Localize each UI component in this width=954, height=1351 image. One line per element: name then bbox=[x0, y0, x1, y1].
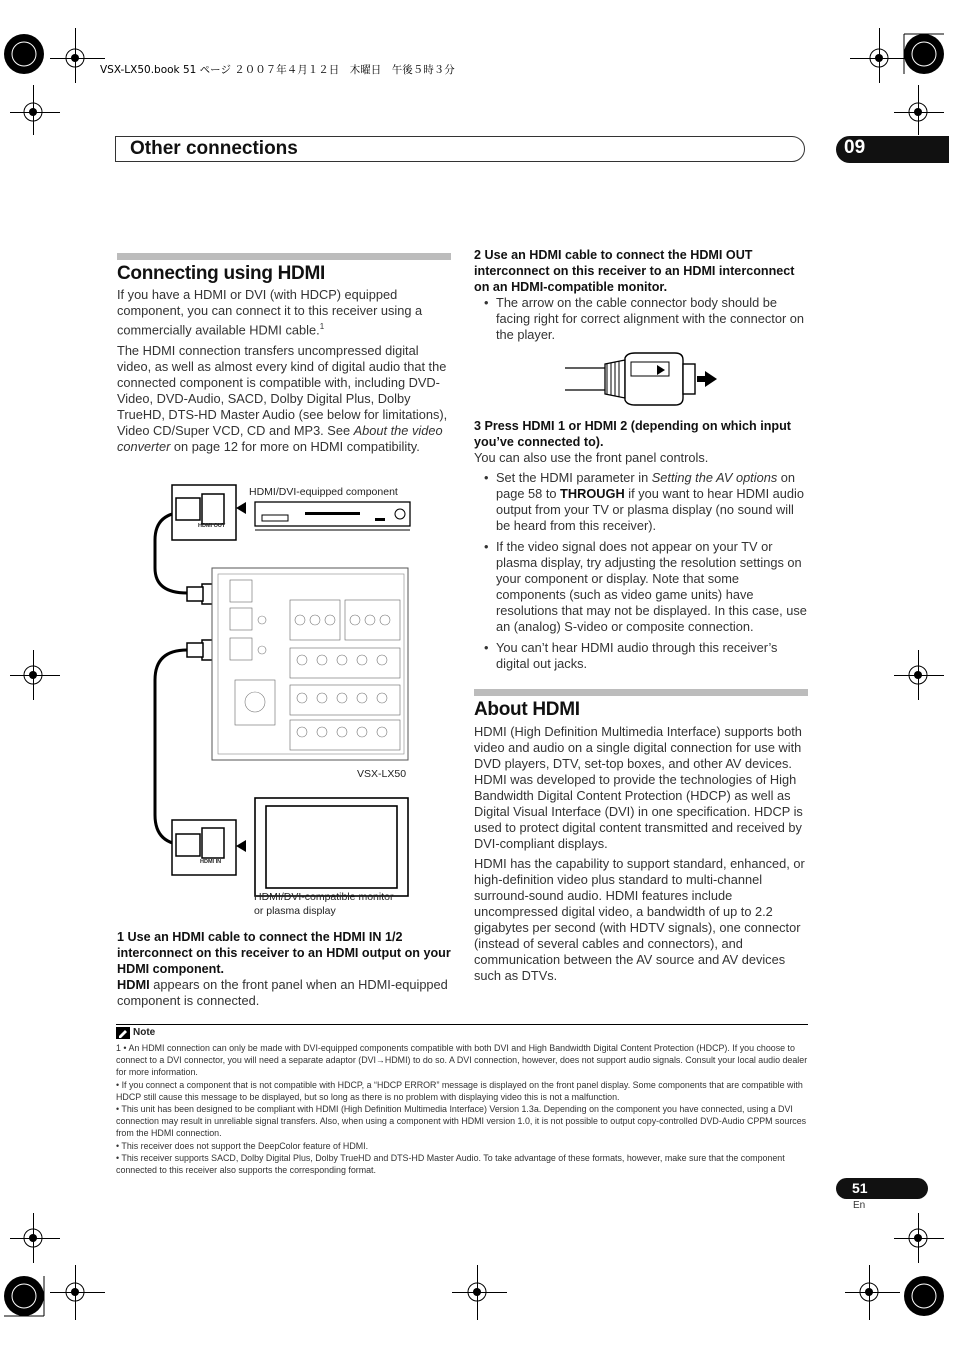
page-number: 51 bbox=[852, 1180, 868, 1196]
chapter-tab bbox=[836, 136, 949, 163]
footnote-ref: 1 bbox=[319, 322, 325, 331]
step-1 bbox=[117, 929, 455, 1009]
link-setting-av-options[interactable]: Setting the AV options bbox=[651, 470, 778, 485]
monitor-label-line-1: HDMI/DVI-compatible monitor bbox=[254, 891, 394, 903]
note-line: 1 • An HDMI connection can only be made with DVI-equipped components compatible with both DVI and High Bandwidth Digital Content Protection (HDCP). If you choose to connect to a DVI connector, you will need a separate adaptor (DVI→HDMI) to do so. A DVI connection, however, does not support audio signals. Consult your local audio dealer for more information. bbox=[116, 1043, 808, 1078]
step-3 bbox=[474, 418, 808, 672]
through-keyword: THROUGH bbox=[560, 486, 625, 501]
note-pencil-icon bbox=[116, 1027, 130, 1039]
component-label: HDMI/DVI-equipped component bbox=[249, 486, 398, 498]
note-line: • This unit has been designed to be compliant with HDMI (High Definition Multimedia Interface) Version 1.3a. Depending on the component you have connected, using a DVI connection may result in unreliable signal transfers. Also, when using a component with HDMI version 1.0, it is not possible to output copy-controlled DVD-Audio CPPM sources from the HDMI connection. bbox=[116, 1104, 807, 1139]
heading-connecting-hdmi: Connecting using HDMI bbox=[117, 263, 325, 284]
note-line: • This receiver does not support the DeepColor feature of HDMI. bbox=[116, 1140, 369, 1151]
hdmi-in-label: HDMI IN bbox=[200, 859, 222, 865]
bullet-1-text-c: if you want to hear HDMI audio output from your TV or plasma display (no sound will be heard from this receiver). bbox=[496, 486, 804, 533]
step-2-instruction: 2 Use an HDMI cable to connect the HDMI OUT interconnect on this receiver to an HDMI interconnect on an HDMI-compatible monitor. bbox=[474, 248, 795, 294]
bullet-1-text-a: Set the HDMI parameter in bbox=[496, 470, 652, 485]
chapter-number: 09 bbox=[844, 137, 866, 158]
section-title: Other connections bbox=[130, 138, 298, 159]
step-3-bullet-3: • You can’t hear HDMI audio through this receiver’s digital out jacks. bbox=[474, 640, 808, 672]
step-1-hdmi-word: HDMI bbox=[117, 977, 150, 992]
language-code: En bbox=[853, 1200, 866, 1211]
note-rule bbox=[116, 1024, 808, 1025]
step-3-instruction: 3 Press HDMI 1 or HDMI 2 (depending on which input you’ve connected to). bbox=[474, 419, 791, 449]
print-slug: VSX-LX50.book 51 ページ ２００７年４月１２日 木曜日 午後５時３分 bbox=[100, 64, 455, 76]
intro-paragraph-2-end: on page 12 for more on HDMI compatibility. bbox=[170, 439, 420, 455]
heading-about-hdmi: About HDMI bbox=[474, 699, 580, 720]
step-1-instruction: 1 Use an HDMI cable to connect the HDMI IN 1/2 interconnect on this receiver to an HDMI output on your HDMI component. bbox=[117, 930, 451, 976]
monitor-label bbox=[254, 890, 393, 918]
step-1-detail: appears on the front panel when an HDMI-equipped component is connected. bbox=[117, 977, 448, 1008]
step-2-bullet: • The arrow on the cable connector body should be facing right for correct alignment with the connector on the player. bbox=[474, 295, 808, 343]
hdmi-connection-diagram bbox=[150, 480, 420, 920]
link-video-converter[interactable]: About the video converter bbox=[117, 423, 443, 455]
heading-rule bbox=[117, 253, 451, 260]
intro-paragraph-1: If you have a HDMI or DVI (with HDCP) equipped component, you can connect it to this receiver using a commercially available HDMI cable. bbox=[117, 287, 423, 338]
page-number-tab bbox=[836, 1178, 928, 1199]
monitor-label-line-2: or plasma display bbox=[254, 905, 336, 917]
step-3-bullet-2: • If the video signal does not appear on your TV or plasma display, try adjusting the resolution settings on your component or display. Note that some components (such as video game units) have resolutions that may not be displayed. In this case, use an (analog) S-video or composite connection. bbox=[474, 539, 808, 635]
note-body bbox=[116, 1042, 808, 1176]
intro-paragraph-2: The HDMI connection transfers uncompressed digital video, as well as almost every kind of digital audio that the connected component is compatible with, including DVD-Video, DVD-Audio, SACD, Dolby Digital Plus, Dolby TrueHD, DTS-HD Master Audio (see below for limitations), Video CD/Super VCD, CD and MP3. See bbox=[117, 343, 448, 439]
bullet-1-text-b: on page 58 to bbox=[496, 470, 796, 501]
hdmi-plug-illustration bbox=[565, 350, 720, 410]
about-paragraph-2: HDMI has the capability to support standard, enhanced, or high-definition video plus standard to multi-channel surround-sound audio. HDMI features include uncompressed digital video, a bandwidth of up to 2.2 gigabytes per second (with HDTV signals), one connector (instead of several cables and connectors), and communication between the AV source and AV devices such as DTVs. bbox=[474, 856, 805, 983]
intro-text bbox=[117, 287, 453, 455]
heading-rule-2 bbox=[474, 689, 808, 696]
step-3-bullet-1 bbox=[474, 470, 808, 534]
note-line: • This receiver supports SACD, Dolby Digital Plus, Dolby TrueHD and DTS-HD Master Audio. To take advantage of these formats, however, make sure that the component connected to this receiver also supports the corresponding format. bbox=[116, 1152, 785, 1176]
step-3-text: You can also use the front panel controls. bbox=[474, 450, 709, 465]
step-2 bbox=[474, 247, 808, 343]
about-paragraph-1: HDMI (High Definition Multimedia Interface) supports both video and audio on a single digital connection for use with DVD players, DTV, set-top boxes, and other AV devices. HDMI was developed to provide the technologies of High Bandwidth Digital Content Protection (HDCP) as well as Digital Visual Interface (DVI) in one specification. HDCP is used to protect digital content transmitted and received by DVI-compliant displays. bbox=[474, 724, 803, 851]
section-title-bar bbox=[115, 136, 805, 162]
receiver-label: VSX-LX50 bbox=[357, 768, 407, 780]
about-hdmi-text bbox=[474, 724, 808, 984]
note-title: Note bbox=[133, 1027, 156, 1038]
note-line: • If you connect a component that is not compatible with HDCP, a “HDCP ERROR” message is displayed on the front panel display. Some components that are compatible with HDCP still cause this message to be displayed, but so long as there is no problem with displaying video this is not a malfunction. bbox=[116, 1079, 803, 1102]
hdmi-out-label: HDMI OUT bbox=[198, 523, 226, 529]
